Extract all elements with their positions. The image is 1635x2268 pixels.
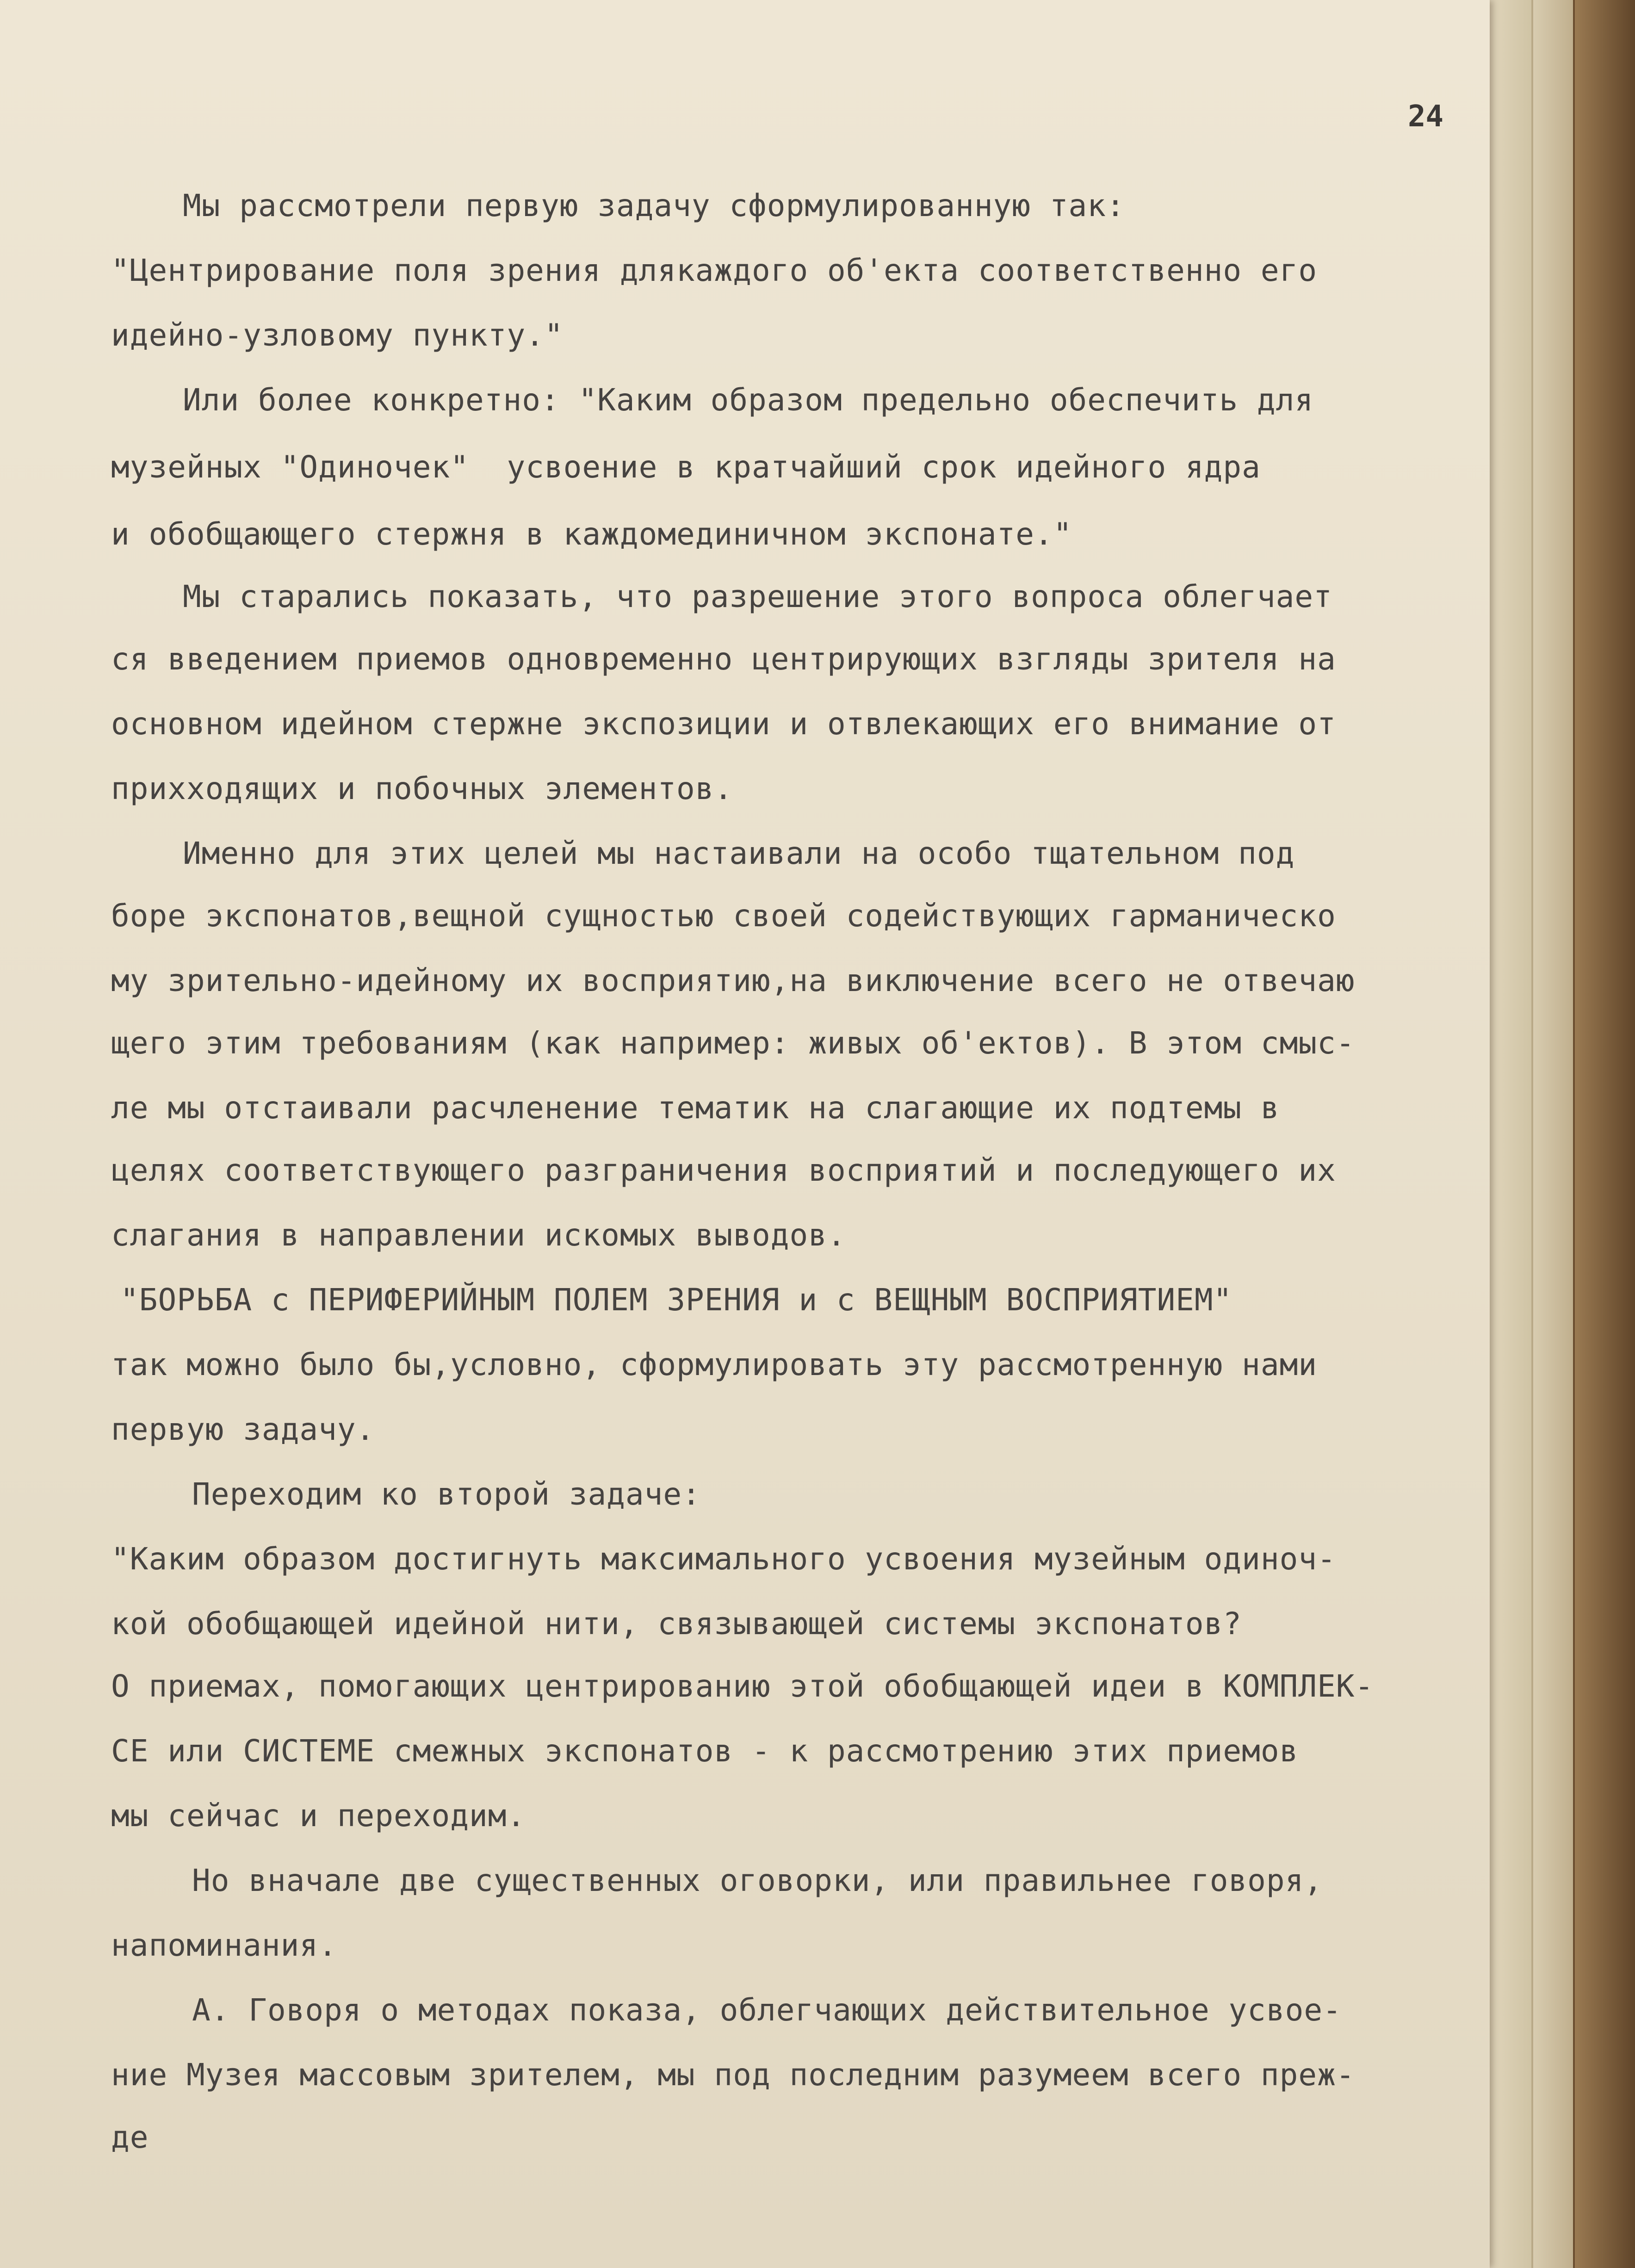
- text-line: "БОРЬБА с ПЕРИФЕРИЙНЫМ ПОЛЕМ ЗРЕНИЯ и с ВЕЩНЫМ ВОСПРИЯТИЕМ": [120, 1282, 1232, 1318]
- text-line: Мы старались показать, что разрешение этого вопроса облегчает: [183, 579, 1332, 614]
- text-line: Но вначале две существенных оговорки, или правильнее говоря,: [192, 1863, 1323, 1898]
- text-line: ся введением приемов одновременно центрирующих взгляды зрителя на: [111, 641, 1336, 677]
- text-line: ле мы отстаивали расчленение тематик на слагающие их подтемы в: [111, 1090, 1280, 1126]
- text-line: СЕ или СИСТЕМЕ смежных экспонатов - к рассмотрению этих приемов: [111, 1733, 1299, 1769]
- text-line: музейных "Одиночек" усвоение в кратчайший срок идейного ядра: [111, 449, 1261, 485]
- text-line: де: [111, 2119, 149, 2155]
- text-line: Или более конкретно: "Каким образом предельно обеспечить для: [183, 382, 1314, 418]
- text-line: напоминания.: [111, 1927, 337, 1963]
- page-number: 24: [1407, 99, 1443, 134]
- text-line: мы сейчас и переходим.: [111, 1798, 526, 1834]
- text-line: му зрительно-идейному их восприятию,на виключение всего не отвечаю: [111, 963, 1355, 998]
- text-line: "Центрирование поля зрения длякаждого об'екта соответственно его: [111, 253, 1318, 288]
- text-line: первую задачу.: [111, 1412, 375, 1447]
- text-line: Переходим ко второй задаче:: [192, 1476, 701, 1512]
- text-line: Мы рассмотрели первую задачу сформулированную так:: [183, 188, 1125, 223]
- text-line: прихходящих и побочных элементов.: [111, 771, 733, 806]
- text-line: и обобщающего стержня в каждомединичном экспонате.": [111, 516, 1072, 552]
- text-line: ние Музея массовым зрителем, мы под последним разумеем всего преж-: [111, 2057, 1355, 2093]
- text-line: А. Говоря о методах показа, облегчающих действительное усвое-: [192, 1992, 1342, 2028]
- text-line: основном идейном стержне экспозиции и отвлекающих его внимание от: [111, 706, 1336, 742]
- text-line: целях соответствующего разграничения восприятий и последующего их: [111, 1153, 1336, 1188]
- text-line: так можно было бы,условно, сформулировать эту рассмотренную нами: [111, 1347, 1318, 1382]
- text-line: О приемах, помогающих центрированию этой обобщающей идеи в КОМПЛЕК-: [111, 1668, 1374, 1704]
- text-line: кой обобщающей идейной нити, связывающей системы экспонатов?: [111, 1606, 1242, 1642]
- text-line: "Каким образом достигнуть максимального усвоения музейным одиноч-: [111, 1541, 1336, 1577]
- text-line: Именно для этих целей мы настаивали на особо тщательном под: [183, 836, 1295, 871]
- text-line: щего этим требованиям (как например: живых об'ектов). В этом смыс-: [111, 1025, 1355, 1061]
- text-line: боре экспонатов,вещной сущностью своей содействующих гарманическо: [111, 898, 1336, 934]
- binder-edge: [1573, 0, 1635, 2268]
- page-edge: [1531, 0, 1575, 2268]
- text-line: слагания в направлении искомых выводов.: [111, 1217, 846, 1253]
- text-line: идейно-узловому пункту.": [111, 317, 564, 353]
